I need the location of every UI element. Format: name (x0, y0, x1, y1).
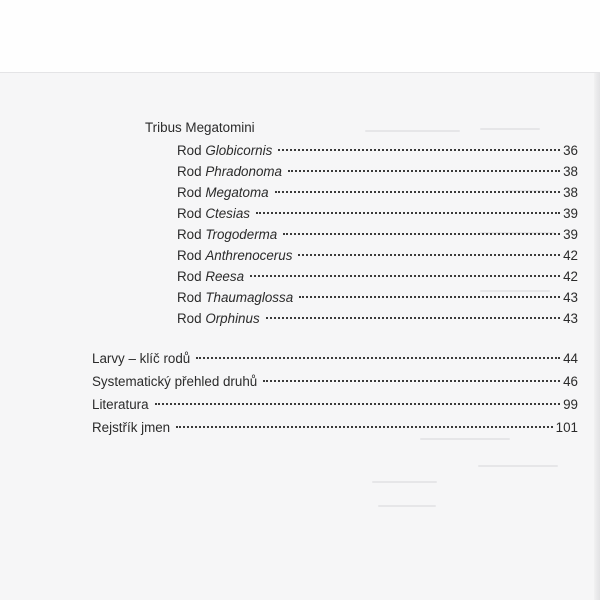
page-number: 101 (555, 420, 578, 435)
toc-entry-section[interactable] (92, 395, 578, 415)
entry-label: Literatura (92, 397, 149, 412)
toc-entry-genus[interactable] (177, 183, 578, 203)
toc-entry-genus[interactable] (177, 267, 578, 287)
page-number: 39 (563, 206, 578, 221)
toc-entry-section[interactable] (92, 418, 578, 438)
page-number: 42 (563, 269, 578, 284)
entry-label: Rod Ctesias (177, 206, 250, 221)
dot-leader (278, 149, 560, 151)
dot-leader (263, 380, 560, 382)
dot-leader (275, 191, 561, 193)
toc-entry-genus[interactable] (177, 162, 578, 182)
entry-label: Rod Thaumaglossa (177, 290, 294, 305)
page-number: 39 (563, 227, 578, 242)
dot-leader (298, 254, 560, 256)
page-number: 43 (563, 311, 578, 326)
page-number: 44 (563, 351, 578, 366)
toc-entry-section[interactable] (92, 349, 578, 369)
page-number: 36 (563, 143, 578, 158)
page-number: 38 (563, 164, 578, 179)
page-number: 38 (563, 185, 578, 200)
entry-label: Rod Globicornis (177, 143, 273, 158)
dot-leader (283, 233, 560, 235)
page-number: 99 (563, 397, 578, 412)
toc-entry-genus[interactable] (177, 288, 578, 308)
toc-entry-genus[interactable] (177, 141, 578, 161)
dot-leader (299, 296, 560, 298)
dot-leader (196, 357, 560, 359)
entry-label: Rejstřík jmen (92, 420, 171, 435)
entry-label: Rod Trogoderma (177, 227, 278, 242)
toc-entry-genus[interactable] (177, 309, 578, 329)
dot-leader (176, 426, 553, 428)
tribus-heading: Tribus Megatomini (145, 120, 255, 135)
entry-label: Rod Anthrenocerus (177, 248, 293, 263)
page-number: 42 (563, 248, 578, 263)
dot-leader (256, 212, 560, 214)
entry-label: Rod Orphinus (177, 311, 260, 326)
toc-entry-genus[interactable] (177, 225, 578, 245)
entry-label: Rod Reesa (177, 269, 245, 284)
toc-entry-genus[interactable] (177, 204, 578, 224)
dot-leader (155, 403, 561, 405)
entry-label: Larvy – klíč rodů (92, 351, 191, 366)
page-number: 46 (563, 374, 578, 389)
entry-label: Systematický přehled druhů (92, 374, 258, 389)
dot-leader (250, 275, 560, 277)
page-number: 43 (563, 290, 578, 305)
dot-leader (288, 170, 560, 172)
dot-leader (266, 317, 560, 319)
toc-entry-section[interactable] (92, 372, 578, 392)
entry-label: Rod Phradonoma (177, 164, 282, 179)
entry-label: Rod Megatoma (177, 185, 269, 200)
toc-entry-genus[interactable] (177, 246, 578, 266)
